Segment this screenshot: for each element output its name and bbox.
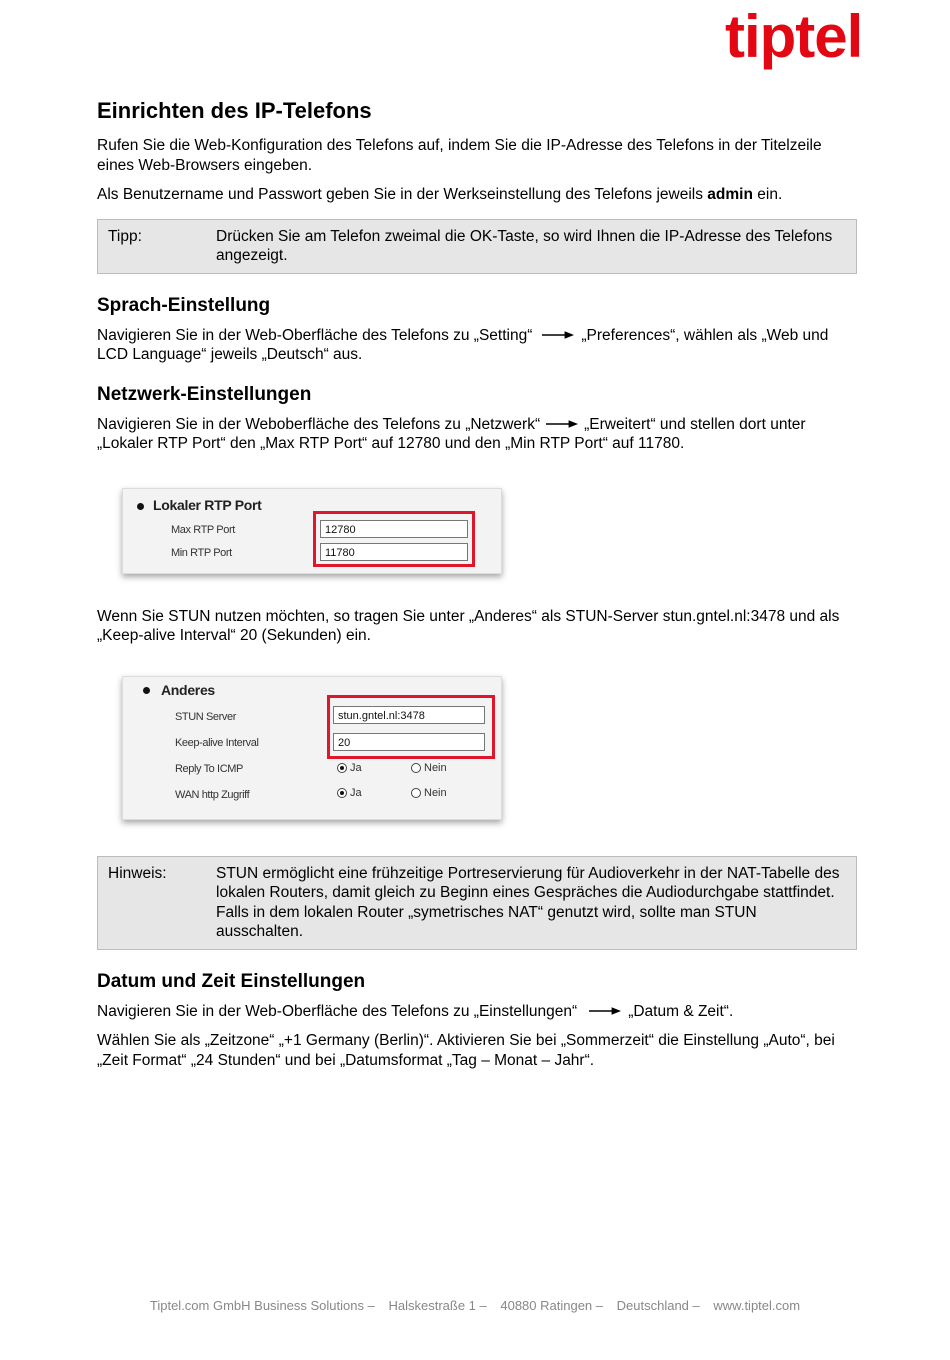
min-rtp-input[interactable]: 11780 <box>320 543 468 561</box>
keep-alive-input[interactable]: 20 <box>333 733 485 751</box>
footer-street: Halskestraße 1 – <box>388 1298 487 1313</box>
note-text: STUN ermöglicht eine frühzeitige Portreservierung für Audioverkehr in der NAT-Tabelle des lokalen Routers, damit gleich zu Beginn eines Gespräches die Audiodurchgabe stattfindet. Falls in dem lokalen Router „symetrisches NAT“ genutzt wird, sollte man STUN ausschalten. <box>216 864 840 940</box>
paragraph-timezone: Wählen Sie als „Zeitzone“ „+1 Germany (Berlin)“. Aktivieren Sie bei „Sommerzeit“ die Einstellung „Auto“, bei „Zeit Format“ „24 Stunden“ und bei „Datumsformat „Tag – Monat – Jahr“. <box>97 1032 835 1069</box>
footer <box>0 1298 950 1313</box>
rtp-title: Lokaler RTP Port <box>153 496 262 513</box>
bullet-icon <box>143 687 150 694</box>
network-text-end: „Erweitert“ und stellen dort unter „Lokaler RTP Port“ den „Max RTP Port“ auf 12780 und den „Min RTP Port“ auf 11780. <box>97 415 806 452</box>
paragraph-datetime-nav <box>97 1002 857 1022</box>
reply-icmp-label: Reply To ICMP <box>175 762 243 775</box>
footer-website-link[interactable]: www.tiptel.com <box>713 1298 801 1313</box>
language-text: Navigieren Sie in der Web-Oberfläche des Telefons zu „Setting“ <box>97 326 533 344</box>
note-label: Hinweis: <box>108 864 167 882</box>
stun-server-input[interactable]: stun.gntel.nl:3478 <box>333 706 485 724</box>
radio-unselected-icon <box>411 788 421 798</box>
wan-nein-radio[interactable] <box>411 787 447 799</box>
other-settings-screenshot <box>122 676 502 820</box>
arrow-right-icon <box>589 1006 621 1016</box>
paragraph-language <box>97 326 857 365</box>
radio-label: Ja <box>350 786 362 799</box>
max-rtp-label: Max RTP Port <box>171 523 235 536</box>
paragraph-network <box>97 415 857 454</box>
bullet-icon <box>137 503 144 510</box>
radio-selected-icon <box>337 763 347 773</box>
footer-city: 40880 Ratingen – <box>500 1298 604 1313</box>
max-rtp-input[interactable]: 12780 <box>320 520 468 538</box>
section-title-datetime: Datum und Zeit Einstellungen <box>97 970 366 992</box>
paragraph-credentials <box>97 185 857 205</box>
credentials-text: Als Benutzername und Passwort geben Sie in der Werkseinstellung des Telefons jeweils <box>97 186 708 203</box>
network-text: Navigieren Sie in der Weboberfläche des Telefons zu „Netzwerk“ <box>97 415 541 433</box>
other-title: Anderes <box>161 681 215 698</box>
arrow-right-icon <box>542 330 574 340</box>
tip-text: Drücken Sie am Telefon zweimal die OK-Taste, so wird Ihnen die IP-Adresse des Telefons angezeigt. <box>216 227 833 264</box>
datetime-text-end: „Datum & Zeit“. <box>628 1002 734 1020</box>
document-body <box>97 96 857 1080</box>
radio-label: Nein <box>424 786 447 799</box>
footer-company: Tiptel.com GmbH Business Solutions – <box>149 1298 375 1313</box>
tip-label: Tipp: <box>108 227 142 245</box>
wan-http-label: WAN http Zugriff <box>175 788 250 801</box>
min-rtp-label: Min RTP Port <box>171 546 232 559</box>
rtp-port-screenshot <box>122 488 502 574</box>
keep-alive-label: Keep-alive Interval <box>175 736 259 749</box>
icmp-ja-radio[interactable] <box>337 762 362 774</box>
credentials-admin: admin <box>707 186 753 203</box>
radio-selected-icon <box>337 788 347 798</box>
section-title-network: Netzwerk-Einstellungen <box>97 383 312 405</box>
radio-label: Ja <box>350 761 362 774</box>
credentials-text-end: ein. <box>752 186 783 203</box>
stun-server-label: STUN Server <box>175 710 236 723</box>
tip-box <box>97 219 857 274</box>
radio-unselected-icon <box>411 763 421 773</box>
footer-country: Deutschland – <box>616 1298 700 1313</box>
wan-ja-radio[interactable] <box>337 787 362 799</box>
paragraph-web-config: Rufen Sie die Web-Konfiguration des Telefons auf, indem Sie die IP-Adresse des Telefons in der Titelzeile eines Web-Browsers eingeben. <box>97 137 822 174</box>
arrow-right-icon <box>546 419 578 429</box>
icmp-nein-radio[interactable] <box>411 762 447 774</box>
note-box <box>97 856 857 950</box>
section-title-setup: Einrichten des IP-Telefons <box>97 98 372 123</box>
tiptel-logo: tiptel <box>725 3 863 70</box>
datetime-text: Navigieren Sie in der Web-Oberfläche des Telefons zu „Einstellungen“ <box>97 1002 578 1020</box>
radio-label: Nein <box>424 761 447 774</box>
section-title-language: Sprach-Einstellung <box>97 294 271 316</box>
paragraph-stun: Wenn Sie STUN nutzen möchten, so tragen Sie unter „Anderes“ als STUN-Server stun.gntel.nl:3478 und als „Keep-alive Interval“ 20 (Sekunden) ein. <box>97 607 840 644</box>
language-text-end: „Preferences“, wählen als „Web und LCD Language“ jeweils „Deutsch“ aus. <box>97 326 829 363</box>
